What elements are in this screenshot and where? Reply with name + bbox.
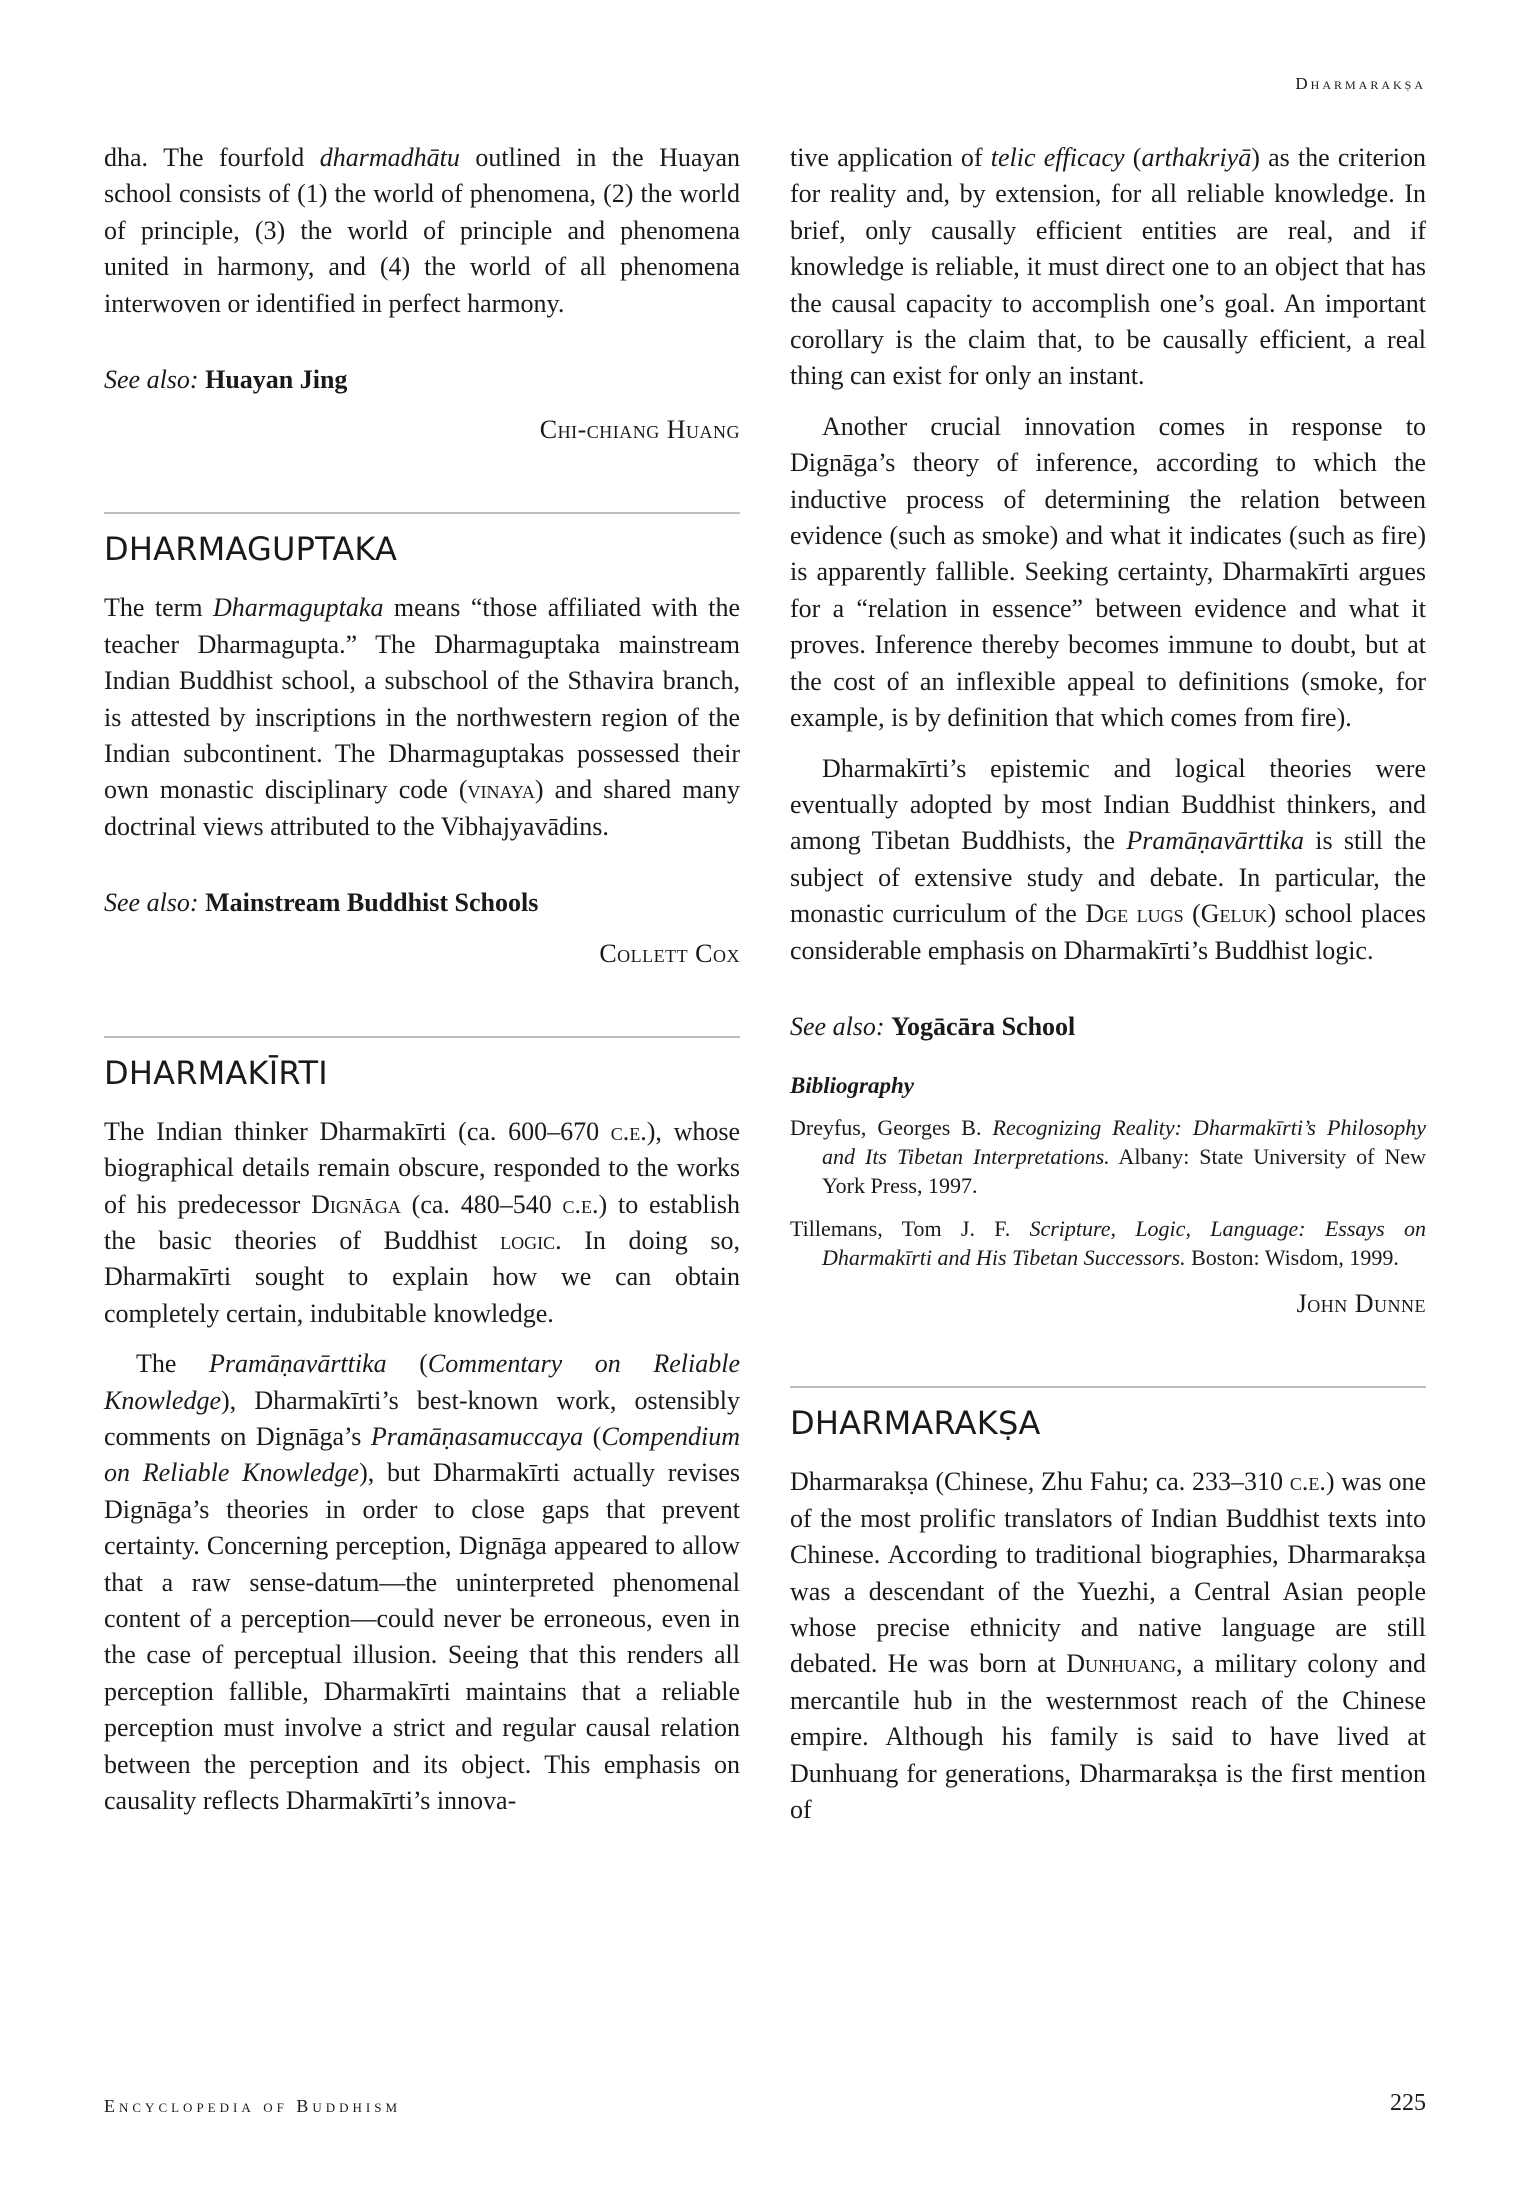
left-column [104,140,740,1819]
page-number: 225 [1390,2090,1426,2116]
cross-reference-vinaya[interactable]: vinaya [467,775,535,805]
dharmakirti-paragraph-4: Another crucial innovation comes in response to Dignāga’s theory of inference, according to which the inductive process of determining the relation between evidence (such as smoke) and what it indicates (such as fire) is apparently fallible. Seeking certainty, Dharmakīrti argues for a “relation in essence” between evidence and what it proves. Inference thereby becomes immune to doubt, but at the cost of an inflexible appeal to definitions (smoke, for example, is by definition that which comes from fire). [790,411,1426,733]
cross-reference-dignaga[interactable]: Dignāga [311,1189,401,1219]
entry-title-dharmaraksa: DHARMARAKṢA [790,1404,1041,1443]
see-also-link[interactable]: Yogācāra School [891,1011,1076,1041]
dharmakirti-paragraph-5: Dharmakīrti’s epistemic and logical theories were eventually adopted by most Indian Buddhist thinkers, and among Tibetan Buddhists, the Pramāṇavārttika is still the subject of extensive study and debate. In particular, the monastic curriculum of the Dge lugs (Geluk) school places considerable emphasis on Dharmakīrti’s Buddhist logic. [790,753,1427,965]
publication-title: Encyclopedia of Buddhism [104,2096,402,2116]
cross-reference-dunhuang[interactable]: Dunhuang [1066,1649,1176,1679]
bibliography-entry: Dreyfus, Georges B. Recognizing Reality: Dharmakīrti’s Philosophy and Its Tibetan Interpretations. Albany: State University of New York Press, 1997. [790,1115,1426,1199]
dharmakirti-paragraph-1: The Indian thinker Dharmakīrti (ca. 600–670 c.e.), whose biographical details remain obscure, responded to the works of his predecessor Dignāga (ca. 480–540 c.e.) to establish the basic theories of Buddhist logic. In doing so, Dharmakīrti sought to explain how we can obtain completely certain, indubitable knowledge. [104,1116,740,1328]
cross-reference-geluk[interactable]: Geluk [1200,899,1268,929]
running-head: Dharmarakṣa [1295,74,1426,93]
section-divider [104,512,740,514]
see-also-link[interactable]: Mainstream Buddhist Schools [205,888,539,918]
intro-paragraph: dha. The fourfold dharmadhātu outlined in the Huayan school consists of (1) the world of phenomena, (2) the world of principle, (3) the world of principle and phenomena united in harmony, and (4) the world of all phenomena interwoven or identified in perfect harmony. [104,143,740,318]
see-also-mainstream: See also: Mainstream Buddhist Schools [104,888,539,918]
cross-reference-logic[interactable]: logic [500,1225,556,1255]
entry-title-dharmakirti: DHARMAKĪRTI [104,1053,328,1092]
section-divider [790,1386,1426,1388]
cross-reference-dge-lugs[interactable]: Dge lugs [1085,899,1184,929]
dharmaraksa-paragraph: Dharmarakṣa (Chinese, Zhu Fahu; ca. 233–310 c.e.) was one of the most prolific translators of Indian Buddhist texts into Chinese. According to traditional biographies, Dharmarakṣa was a descendant of the Yuezhi, a Central Asian people whose precise ethnicity and native language are still debated. He was born at Dunhuang, a military colony and mercantile hub in the westernmost reach of the Chinese empire. Although his family is said to have lived at Dunhuang for generations, Dharmarakṣa is the first mention of [790,1467,1426,1824]
dharmakirti-paragraph-2: The Pramāṇavārttika (Commentary on Reliable Knowledge), Dharmakīrti’s best-known work, ostensibly comments on Dignāga’s Pramāṇasamuccaya (Compendium on Reliable Knowledge), but Dharmakīrti actually revises Dignāga’s theories in order to close gaps that prevent certainty. Concerning perception, Dignāga appeared to allow that a raw sense-datum—the uninterpreted phenomenal content of a perception—could never be erroneous, even in the case of perceptual illusion. Seeing that this renders all perception fallible, Dharmakīrti maintains that a reliable perception must involve a strict and regular causal relation between the perception and its object. This emphasis on causality reflects Dharmakīrti’s innova- [104,1349,740,1815]
author-signature: Collett Cox [599,938,740,968]
see-also-huayan: See also: Huayan Jing [104,365,348,395]
dharmaguptaka-paragraph: The term Dharmaguptaka means “those affiliated with the teacher Dharmagupta.” The Dharmaguptaka mainstream Indian Buddhist school, a subschool of the Sthavira branch, is attested by inscriptions in the northwestern region of the Indian subcontinent. The Dharmaguptakas possessed their own monastic disciplinary code (vinaya) and shared many doctrinal views attributed to the Vibhajyavādins. [104,593,740,841]
see-also-link[interactable]: Huayan Jing [205,365,348,395]
author-signature: John Dunne [1296,1289,1426,1319]
author-signature: Chi-chiang Huang [539,415,740,445]
right-column [790,140,1426,1828]
section-divider [104,1036,740,1038]
see-also-yogacara: See also: Yogācāra School [790,1011,1076,1041]
bibliography-heading: Bibliography [790,1073,914,1099]
bibliography-entry: Tillemans, Tom J. F. Scripture, Logic, Language: Essays on Dharmakīrti and His Tibetan Successors. Boston: Wisdom, 1999. [790,1216,1426,1271]
entry-title-dharmaguptaka: DHARMAGUPTAKA [104,530,398,569]
dharmakirti-paragraph-3: tive application of telic efficacy (arthakriyā) as the criterion for reality and, by extension, for all reliable knowledge. In brief, only causally efficient entities are real, and if knowledge is reliable, it must direct one to an object that has the causal capacity to accomplish one’s goal. An important corollary is the claim that, to be causally efficient, a real thing can exist for only an instant. [790,143,1426,391]
